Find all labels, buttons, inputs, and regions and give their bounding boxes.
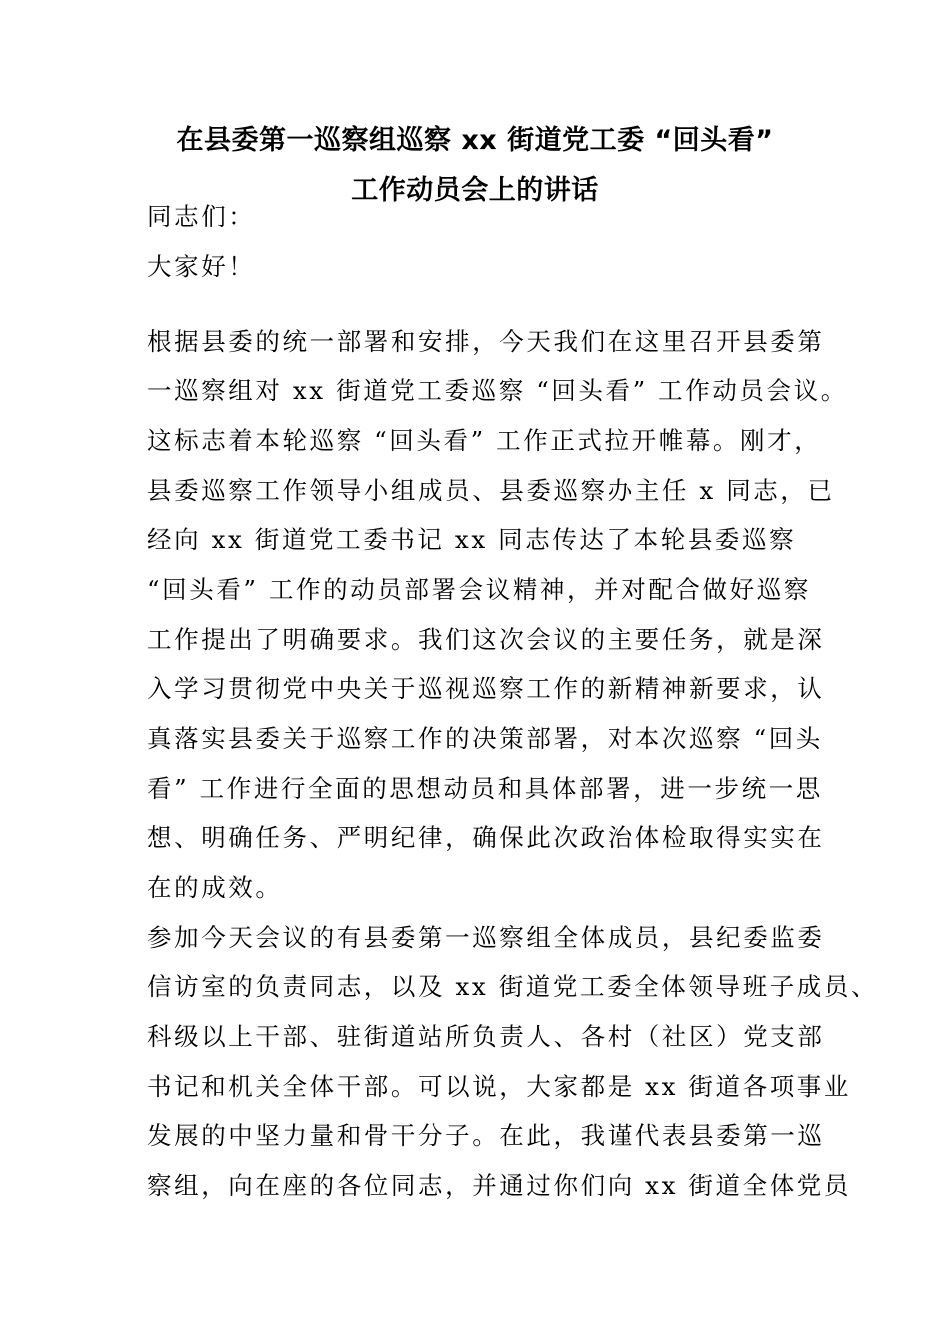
paragraph-line: 经向 xx 街道党工委书记 xx 同志传达了本轮县委巡察	[147, 525, 797, 554]
paragraph-line: 县委巡察工作领导小组成员、县委巡察办主任 x 同志，已	[147, 476, 835, 505]
paragraph-line: 察组，向在座的各位同志，并通过你们向 xx 街道全体党员	[147, 1171, 852, 1200]
paragraph-line: 真落实县委关于巡察工作的决策部署，对本次巡察 “回头	[147, 724, 823, 753]
greeting: 大家好！	[147, 252, 256, 281]
paragraph-line: 根据县委的统一部署和安排，今天我们在这里召开县委第	[147, 327, 825, 356]
paragraph-line: 想、明确任务、严明纪律，确保此次政治体检取得实实在	[147, 823, 825, 852]
document-title-line-1: 在县委第一巡察组巡察 xx 街道党工委 “回头看”	[176, 125, 774, 156]
paragraph-line: 看” 工作进行全面的思想动员和具体部署，进一步统一思	[147, 774, 823, 803]
paragraph-line: 入学习贯彻党中央关于巡视巡察工作的新精神新要求，认	[147, 674, 825, 703]
paragraph-line: 工作提出了明确要求。我们这次会议的主要任务，就是深	[147, 625, 825, 654]
paragraph-line: 科级以上干部、驻街道站所负责人、各村（社区）党支部	[147, 1022, 825, 1051]
paragraph-line: 参加今天会议的有县委第一巡察组全体成员，县纪委监委	[147, 923, 825, 952]
paragraph-line: 书记和机关全体干部。可以说，大家都是 xx 街道各项事业	[147, 1072, 852, 1101]
paragraph-line: 信访室的负责同志，以及 xx 街道党工委全体领导班子成员、	[147, 972, 879, 1001]
salutation: 同志们：	[147, 202, 256, 231]
paragraph-line: “回头看” 工作的动员部署会议精神，并对配合做好巡察	[147, 575, 811, 604]
paragraph-line: 这标志着本轮巡察 “回头看” 工作正式拉开帷幕。刚才，	[147, 426, 822, 455]
document-title-line-2: 工作动员会上的讲话	[351, 175, 599, 206]
paragraph-line: 发展的中坚力量和骨干分子。在此，我谨代表县委第一巡	[147, 1121, 825, 1150]
paragraph-line: 一巡察组对 xx 街道党工委巡察 “回头看” 工作动员会议。	[147, 376, 848, 405]
paragraph-line: 在的成效。	[147, 873, 283, 902]
